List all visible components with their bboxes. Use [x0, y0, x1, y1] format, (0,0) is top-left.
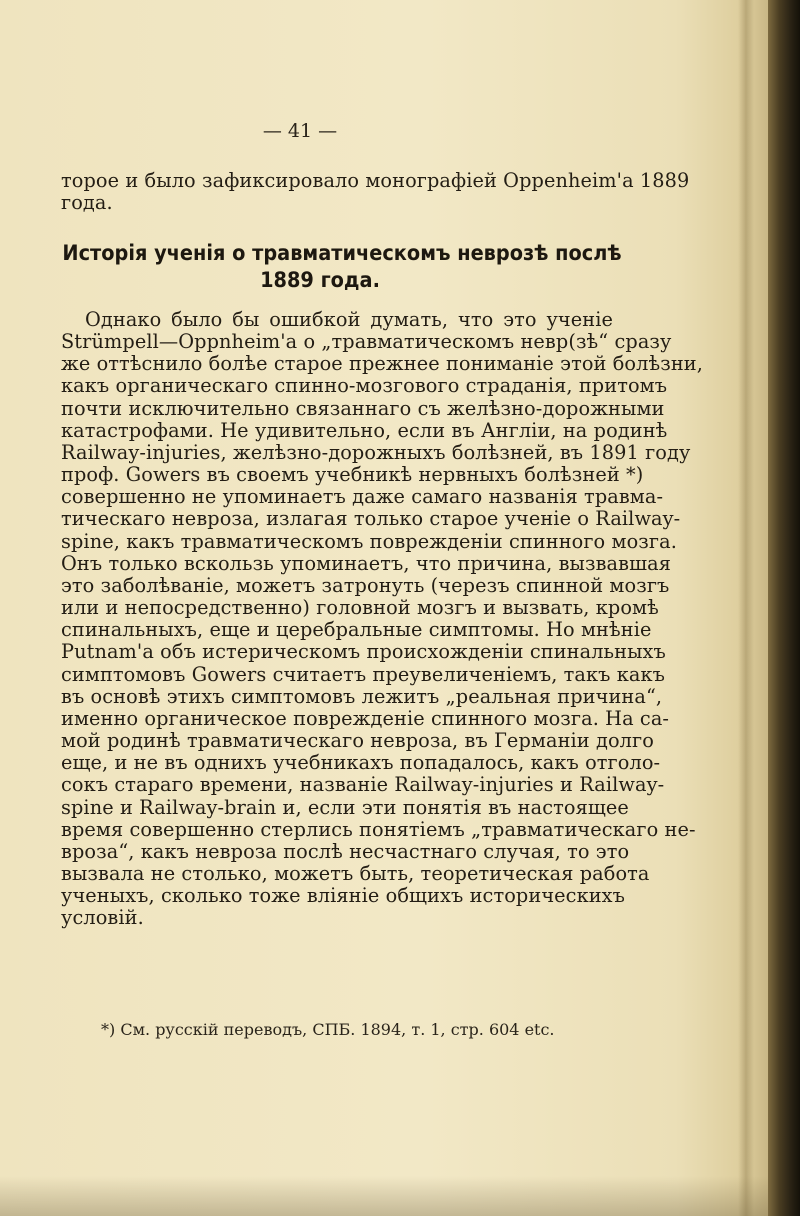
- text-line: это заболѣваніе, можетъ затронуть (черезъ спинной мозгъ: [61, 573, 670, 597]
- text-line: именно органическое поврежденіе спинного мозга. На са-: [61, 706, 670, 730]
- text-line: мой родинѣ травматическаго невроза, въ Германіи долго: [61, 729, 654, 753]
- text-line: тическаго невроза, излагая только старое ученіе о Railway-: [61, 507, 681, 531]
- text-line: симптомовъ Gowers считаетъ преувеличеніемъ, такъ какъ: [61, 662, 666, 686]
- text-line: spine, какъ травматическомъ поврежденіи спинного мозга.: [61, 529, 677, 553]
- text-line: Strümpell—Oppnheim'a о „травматическомъ невр(зѣ“ сразу: [61, 330, 672, 354]
- text-line: Putnam'a объ истерическомъ происхожденіи спинальныхъ: [61, 640, 666, 664]
- text-line: проф. Gowers въ своемъ учебникѣ нервныхъ болѣзней *): [61, 463, 644, 487]
- text-line: какъ органическаго спинно-мозгового страданія, притомъ: [61, 374, 668, 398]
- text-line: въ основѣ этихъ симптомовъ лежитъ „реальная причина“,: [61, 684, 663, 708]
- text-line: ученыхъ, сколько тоже вліяніе общихъ историческихъ: [61, 884, 626, 908]
- text-line: же оттѣснило болѣе старое прежнее пониманіе этой болѣзни,: [61, 352, 703, 376]
- text-line: Онъ только вскользь упоминаетъ, что причина, вызвавшая: [61, 551, 671, 575]
- heading-line: Исторія ученія о травматическомъ неврозѣ послѣ: [62, 241, 622, 265]
- text-line: еще, и не въ однихъ учебникахъ попадалось, какъ отголо-: [61, 751, 661, 775]
- text-line: или и непосредственно) головной мозгъ и вызвать, кромѣ: [61, 596, 659, 620]
- heading-line: 1889 года.: [260, 268, 380, 292]
- text-line: spine и Railway-brain и, если эти понятія въ настоящее: [61, 795, 629, 819]
- text-line: Однако было бы ошибкой думать, что это ученіе: [85, 308, 613, 331]
- page-bottom-shadow: [0, 1176, 768, 1216]
- page-fold-shadow: [738, 0, 754, 1216]
- text-line: вроза“, какъ невроза послѣ несчастнаго случая, то это: [61, 839, 630, 863]
- text-line: катастрофами. Не удивительно, если въ Англіи, на родинѣ: [61, 418, 668, 442]
- text-line: вызвала не столько, можетъ быть, теоретическая работа: [61, 862, 650, 885]
- text-line: спинальныхъ, еще и церебральные симптомы. Но мнѣніе: [61, 618, 652, 642]
- page-number: — 41 —: [262, 120, 338, 142]
- text-line: почти исключительно связаннаго съ желѣзно-дорожными: [61, 396, 665, 420]
- text-line: время совершенно стерлись понятіемъ „травматическаго не-: [61, 817, 696, 841]
- text-line: сокъ стараго времени, названіе Railway-injuries и Railway-: [61, 773, 665, 797]
- text-line: Railway-injuries, желѣзно-дорожныхъ болѣзней, въ 1891 году: [61, 440, 691, 464]
- footnote: *) См. русскій переводъ, СПБ. 1894, т. 1, стр. 604 etc.: [101, 1020, 555, 1039]
- text-line: совершенно не упоминаетъ даже самаго названія травма-: [61, 485, 664, 509]
- text-line: торое и было зафиксировало монографіей Oppenheim'a 1889: [61, 169, 690, 192]
- text-line: условій.: [61, 906, 144, 930]
- text-line: года.: [61, 191, 113, 214]
- book-edge: [768, 0, 800, 1216]
